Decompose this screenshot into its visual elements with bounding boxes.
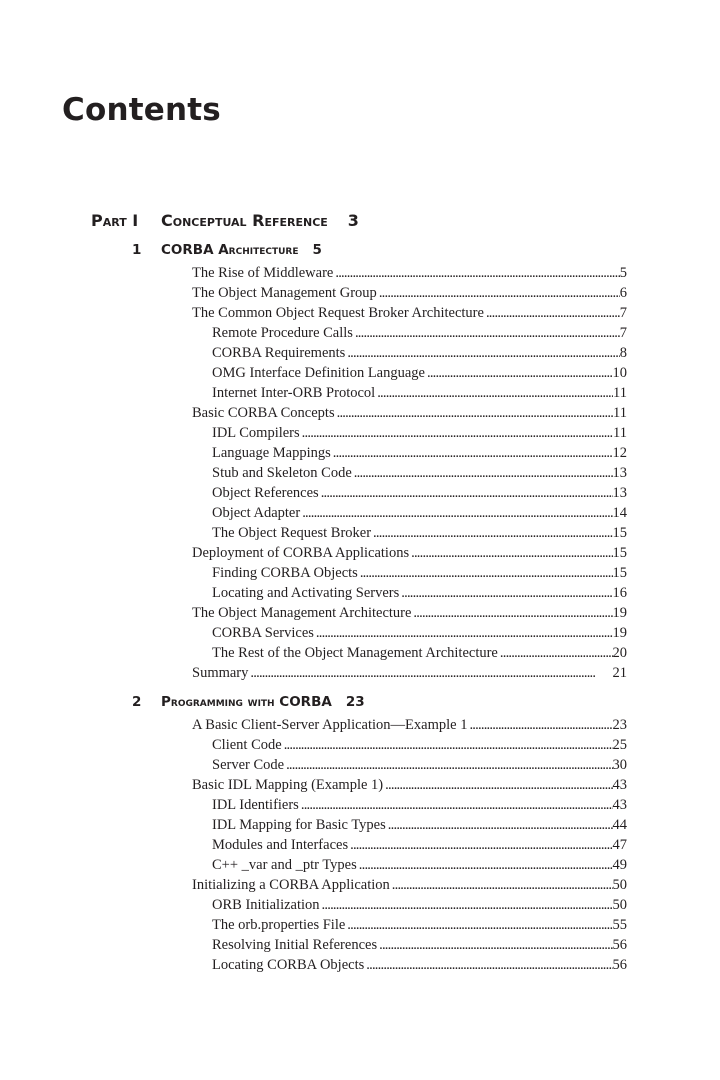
dot-leader [427,363,613,383]
toc-entry-title: Deployment of CORBA Applications [192,545,410,561]
toc-entry-page: 55 [612,917,627,933]
dot-leader [355,323,620,343]
chapter-heading [132,242,322,258]
toc-entry[interactable] [192,423,627,443]
toc-entry[interactable] [192,363,627,383]
toc-entry-title: The Rise of Middleware [192,265,334,281]
chapter-heading [132,694,365,710]
toc-entry[interactable] [192,523,627,543]
toc-entry[interactable] [192,915,627,935]
dot-leader [337,403,613,423]
dot-leader [350,835,612,855]
toc-entry-title: IDL Compilers [212,425,300,441]
part-label: Part I [91,211,139,230]
dot-leader [500,643,613,663]
toc-entry-page: 11 [613,425,627,441]
dot-leader [347,915,612,935]
toc-entry-page: 10 [612,365,627,381]
toc-entry-page: 50 [612,897,627,913]
toc-entry-page: 14 [612,505,627,521]
toc-entry-title: Finding CORBA Objects [212,565,358,581]
toc-entry-title: Stub and Skeleton Code [212,465,352,481]
toc-entry-title: Modules and Interfaces [212,837,349,853]
toc-entry-page: 7 [619,305,627,321]
toc-entry[interactable] [192,603,627,623]
dot-leader [302,503,612,523]
toc-entry[interactable] [192,563,627,583]
toc-entry-title: Internet Inter-ORB Protocol [212,385,376,401]
dot-leader [366,955,612,975]
toc-entry[interactable] [192,715,627,735]
toc-entry-title: Basic CORBA Concepts [192,405,335,421]
toc-entry-page: 21 [612,665,627,681]
toc-entry[interactable] [192,503,627,523]
dot-leader [379,283,620,303]
toc-entry-title: Object References [212,485,319,501]
toc-entry-page: 20 [612,645,627,661]
toc-entry-title: Locating CORBA Objects [212,957,365,973]
toc-entry[interactable] [192,443,627,463]
toc-entry-title: Client Code [212,737,282,753]
toc-entry-page: 56 [612,957,627,973]
chapter-page: 5 [312,242,322,258]
part-page: 3 [347,211,359,230]
chapter-number: 2 [132,694,142,710]
toc-entry-title: The Rest of the Object Management Architecture [212,645,498,661]
dot-leader [379,935,612,955]
toc-entry-page: 15 [612,545,627,561]
toc-entry-title: ORB Initialization [212,897,320,913]
dot-leader [377,383,613,403]
toc-entry-page: 15 [612,565,627,581]
chapter-title: Programming with CORBA [161,694,332,710]
dot-leader [469,715,612,735]
toc-entry[interactable] [192,623,627,643]
toc-entry-title: IDL Identifiers [212,797,299,813]
toc-entry-title: Language Mappings [212,445,331,461]
chapter-title: CORBA Architecture [161,242,299,258]
toc-entry-title: Resolving Initial References [212,937,378,953]
toc-entry[interactable] [192,403,627,423]
toc-entry-title: Server Code [212,757,285,773]
toc-entry-page: 43 [612,777,627,793]
toc-entry-page: 11 [613,405,627,421]
toc-entry-page: 56 [612,937,627,953]
toc-entry[interactable] [192,663,627,683]
dot-leader [321,483,613,503]
toc-entry-page: 12 [612,445,627,461]
toc-entry-title: Remote Procedure Calls [212,325,353,341]
page-title: Contents [62,92,221,128]
part-title: Conceptual Reference [161,211,328,230]
dot-leader [302,423,613,443]
toc-entry-page: 44 [612,817,627,833]
toc-entry-title: The orb.properties File [212,917,346,933]
toc-entry[interactable] [192,463,627,483]
dot-leader [286,755,612,775]
toc-entry-title: Locating and Activating Servers [212,585,400,601]
toc-entry[interactable] [192,755,627,775]
chapter-1-entries [192,263,627,683]
toc-entry-title: The Common Object Request Broker Architecture [192,305,484,321]
toc-entry-title: Object Adapter [212,505,301,521]
toc-entry-page: 8 [619,345,627,361]
toc-entry-page: 47 [612,837,627,853]
toc-entry-title: CORBA Requirements [212,345,346,361]
toc-entry[interactable] [192,343,627,363]
dot-leader [388,815,613,835]
chapter-2-entries [192,715,627,975]
toc-entry-page: 19 [612,625,627,641]
toc-entry[interactable] [192,955,627,975]
toc-entry-title: OMG Interface Definition Language [212,365,425,381]
toc-entry-page: 16 [612,585,627,601]
toc-entry[interactable] [192,543,627,563]
toc-entry-page: 13 [612,465,627,481]
toc-entry[interactable] [192,855,627,875]
dot-leader [411,543,612,563]
dot-leader [413,603,612,623]
toc-entry[interactable] [192,643,627,663]
dot-leader [322,895,613,915]
toc-entry[interactable] [192,895,627,915]
dot-leader [301,795,613,815]
toc-entry-page: 19 [612,605,627,621]
chapter-number: 1 [132,242,142,258]
toc-entry-page: 5 [619,265,627,281]
toc-entry[interactable] [192,483,627,503]
dot-leader [354,463,613,483]
dot-leader [392,875,613,895]
dot-leader [316,623,613,643]
toc-entry-title: The Object Management Group [192,285,377,301]
toc-entry-page: 11 [613,385,627,401]
toc-entry[interactable] [192,583,627,603]
toc-entry-page: 49 [612,857,627,873]
toc-entry-title: IDL Mapping for Basic Types [212,817,386,833]
dot-leader [360,563,613,583]
dot-leader [347,343,619,363]
toc-entry-page: 43 [612,797,627,813]
toc-entry-page: 7 [619,325,627,341]
toc-entry-page: 30 [612,757,627,773]
toc-entry-page: 6 [619,285,627,301]
toc-entry-page: 50 [612,877,627,893]
dot-leader [486,303,620,323]
toc-entry-title: CORBA Services [212,625,314,641]
part-heading [91,211,359,230]
toc-entry[interactable] [192,303,627,323]
toc-entry[interactable] [192,815,627,835]
dot-leader [385,775,612,795]
toc-entry-page: 15 [612,525,627,541]
toc-entry[interactable] [192,875,627,895]
toc-entry-title: A Basic Client-Server Application—Example 1 [192,717,468,733]
dot-leader [401,583,612,603]
toc-entry[interactable] [192,263,627,283]
toc-entry[interactable] [192,935,627,955]
toc-entry[interactable] [192,795,627,815]
toc-entry[interactable] [192,283,627,303]
toc-entry-title: Summary [192,665,249,681]
dot-leader [250,663,612,683]
toc-entry-title: Initializing a CORBA Application [192,877,390,893]
toc-entry-page: 25 [612,737,627,753]
dot-leader [335,263,619,283]
toc-entry[interactable] [192,323,627,343]
toc-entry-page: 23 [612,717,627,733]
toc-entry-title: Basic IDL Mapping (Example 1) [192,777,384,793]
toc-entry-title: The Object Request Broker [212,525,372,541]
toc-entry-title: C++ _var and _ptr Types [212,857,357,873]
toc-entry[interactable] [192,735,627,755]
toc-entry[interactable] [192,835,627,855]
toc-entry[interactable] [192,775,627,795]
toc-entry-page: 13 [612,485,627,501]
dot-leader [359,855,613,875]
dot-leader [284,735,613,755]
chapter-page: 23 [345,694,365,710]
dot-leader [373,523,612,543]
toc-entry-title: The Object Management Architecture [192,605,412,621]
toc-entry[interactable] [192,383,627,403]
dot-leader [333,443,613,463]
